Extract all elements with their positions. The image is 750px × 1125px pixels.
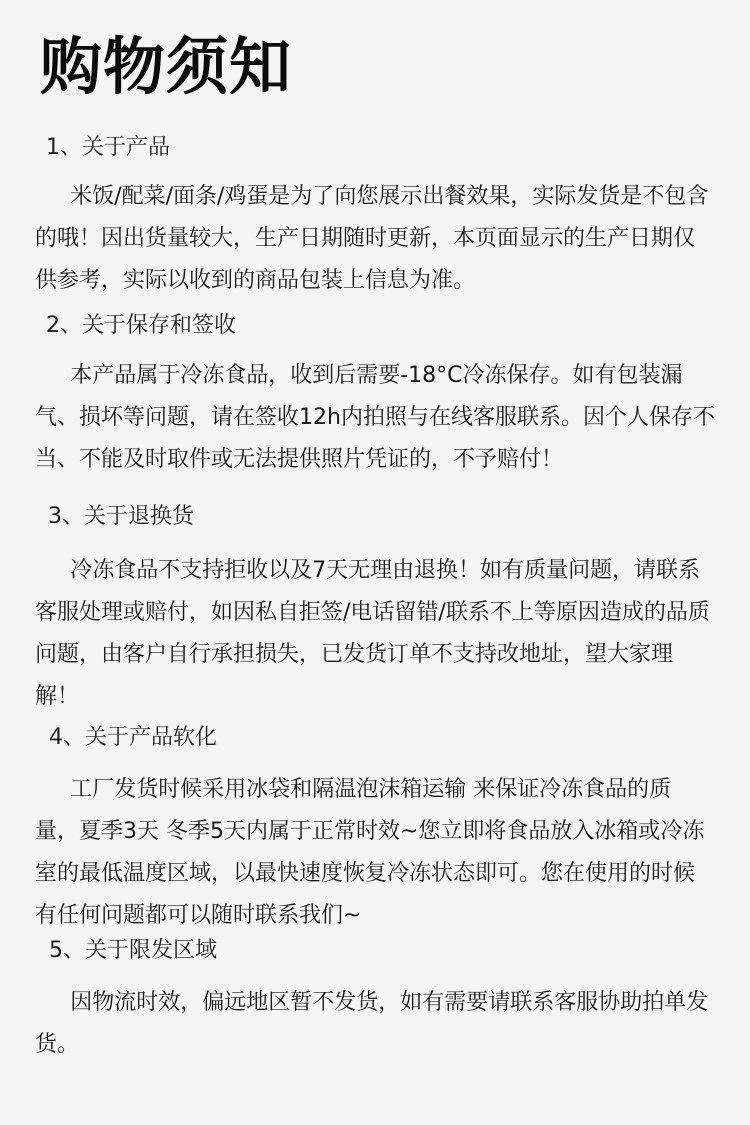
section-text-returns: 冷冻食品不支持拒收以及7天无理由退换！如有质量问题，请联系客服处理或赔付，如因私自拒签/电话留错/联系不上等原因造成的品质问题，由客户自行承担损失，已发货订单不支持改地址，望大家理解！ [35,558,710,709]
section-text-softening: 工厂发货时候采用冰袋和隔温泡沫箱运输 来保证冷冻食品的质量，夏季3天 冬季5天内属于正常时效~您立即将食品放入冰箱或冷冻室的最低温度区域，以最快速度恢复冷冻状态即可。您在使用的时候有任何问题都可以随时联系我们~ [35,777,705,928]
section-heading-shipping-area: 5、关于限发区域 [49,938,217,963]
section-body-returns [35,550,715,718]
section-heading-softening: 4、关于产品软化 [49,725,217,750]
section-body-storage [35,355,715,481]
page-title: 购物须知 [40,30,293,103]
section-heading-returns: 3、关于退换货 [48,504,194,529]
section-text-product: 米饭/配菜/面条/鸡蛋是为了向您展示出餐效果，实际发货是不包含的哦！因出货量较大，生产日期随时更新，本页面显示的生产日期仅供参考，实际以收到的商品包装上信息为准。 [35,184,709,293]
section-body-product [35,176,715,302]
section-body-softening [35,769,715,937]
section-text-shipping-area: 因物流时效，偏远地区暂不发货，如有需要请联系客服协助拍单发货。 [35,990,709,1057]
section-heading-product: 1、关于产品 [46,135,170,160]
section-body-shipping-area [35,982,715,1066]
section-text-storage: 本产品属于冷冻食品，收到后需要-18°C冷冻保存。如有包装漏气、损坏等问题，请在签收12h内拍照与在线客服联系。因个人保存不当、不能及时取件或无法提供照片凭证的，不予赔付！ [35,363,715,472]
section-heading-storage: 2、关于保存和签收 [46,313,236,338]
